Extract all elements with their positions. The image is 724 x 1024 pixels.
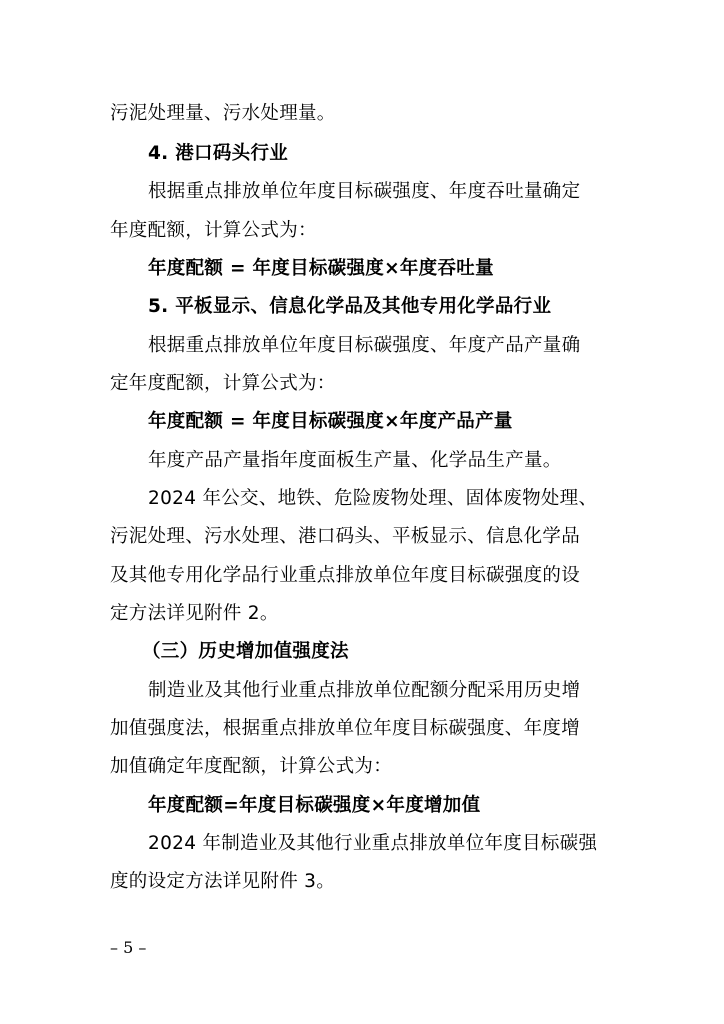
body-text-line: 定方法详见附件 2。: [110, 603, 279, 624]
formula-line: 年度配额 = 年度目标碳强度×年度吞吐量: [148, 258, 494, 279]
section-heading-historical: （三）历史增加值强度法: [142, 641, 349, 662]
body-text-line: 年度配额，计算公式为：: [110, 220, 317, 241]
body-text-line: 2024 年公交、地铁、危险废物处理、固体废物处理、: [148, 488, 598, 509]
section-heading-flat-panel: 5. 平板显示、信息化学品及其他专用化学品行业: [148, 296, 552, 317]
body-text-line: 污泥处理量、污水处理量。: [110, 103, 336, 124]
body-text-line: 加值强度法，根据重点排放单位年度目标碳强度、年度增: [110, 718, 581, 739]
body-text-line: 根据重点排放单位年度目标碳强度、年度吞吐量确定: [148, 181, 581, 202]
section-heading-port: 4. 港口码头行业: [148, 143, 289, 164]
body-text-line: 年度产品产量指年度面板生产量、化学品生产量。: [148, 450, 562, 471]
body-text-line: 度的设定方法详见附件 3。: [110, 871, 336, 892]
formula-line: 年度配额=年度目标碳强度×年度增加值: [148, 795, 481, 816]
page-number: – 5 –: [110, 938, 147, 957]
formula-line: 年度配额 = 年度目标碳强度×年度产品产量: [148, 411, 513, 432]
body-text-line: 污泥处理、污水处理、港口码头、平板显示、信息化学品: [110, 526, 581, 547]
body-text-line: 2024 年制造业及其他行业重点排放单位年度目标碳强: [148, 833, 598, 854]
body-text-line: 制造业及其他行业重点排放单位配额分配采用历史增: [148, 680, 581, 701]
body-text-line: 根据重点排放单位年度目标碳强度、年度产品产量确: [148, 335, 581, 356]
body-text-line: 及其他专用化学品行业重点排放单位年度目标碳强度的设: [110, 565, 581, 586]
body-text-line: 定年度配额，计算公式为：: [110, 373, 336, 394]
body-text-line: 加值确定年度配额，计算公式为：: [110, 756, 393, 777]
